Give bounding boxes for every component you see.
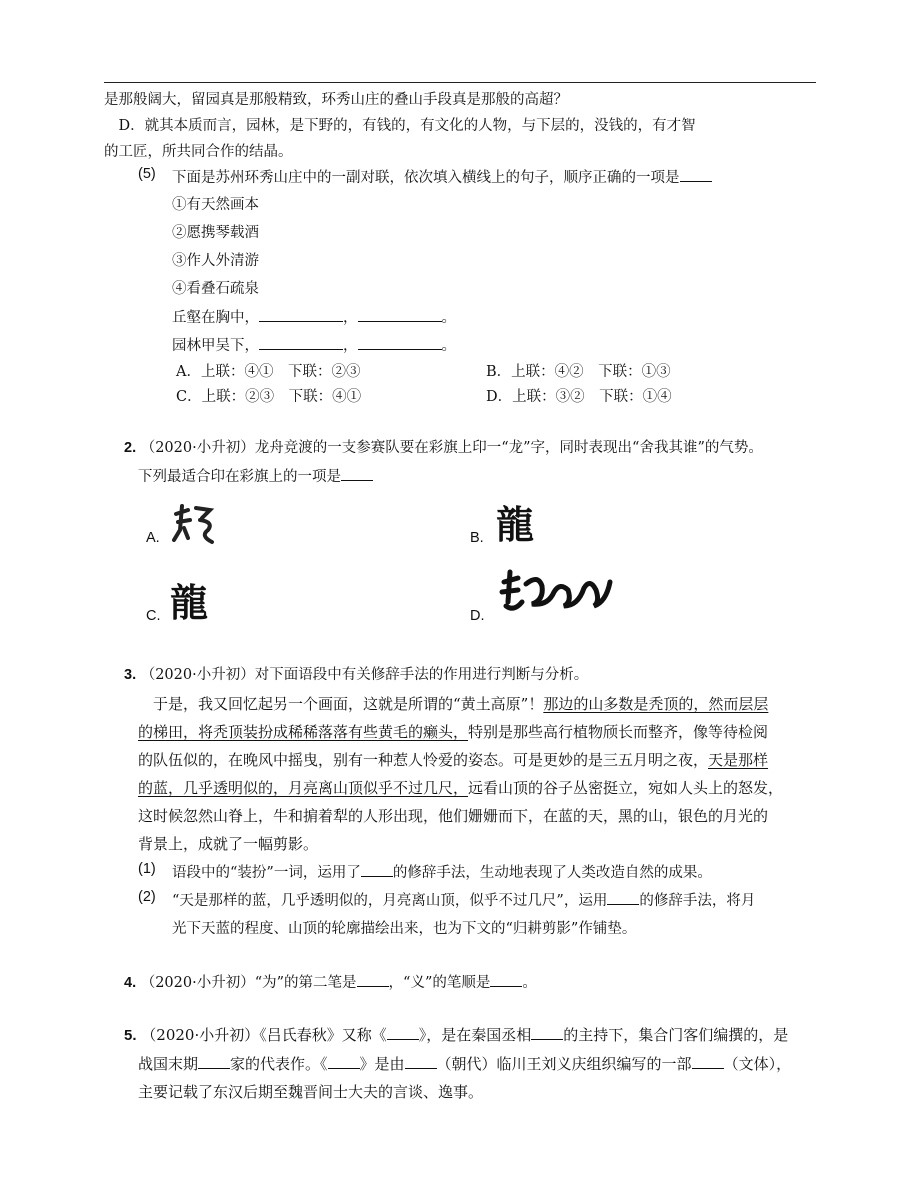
passage-line: 的队伍似的，在晚风中摇曳，别有一种惹人怜爱的姿态。可是更妙的是三五月明之夜，天是那样 [138, 751, 769, 769]
answer-blank[interactable] [692, 1054, 724, 1069]
answer-blank[interactable] [198, 1054, 230, 1069]
subquestion-number: (5) [138, 166, 156, 182]
passage-line: 的梯田，将秃顶装扮成稀稀落落有些黄毛的癞头，特别是那些高行植物颀长而整齐，像等待检阅 [138, 723, 769, 741]
option-b[interactable]: B．上联：④② 下联：①③ [486, 364, 671, 380]
passage-line: 的蓝，几乎透明似的，月亮离山顶似乎不过几尺，远看山顶的谷子丛密挺立，宛如人头上的怒发， [138, 779, 784, 797]
answer-blank[interactable] [341, 466, 373, 481]
answer-blank[interactable] [490, 972, 522, 987]
text-line: D．就其本质而言，园林，是下野的，有钱的，有文化的人物，与下层的，没钱的，有才智 [104, 118, 696, 134]
answer-blank[interactable] [387, 1025, 419, 1040]
subquestion-1: 语段中的“装扮”一词，运用了 的修辞手法，生动地表现了人类改造自然的成果。 [172, 861, 712, 882]
text-line: 是那般阔大，留园真是那般精致，环秀山庄的叠山手段真是那般的高超？ [104, 92, 568, 108]
subquestion-number: (1) [138, 861, 156, 877]
question-5-line-2: 战国末期 家的代表作。《 》是由 （朝代）临川王刘义庆组织编写的一部 （文体）， [138, 1055, 792, 1073]
calligraphy-d-image[interactable] [498, 566, 614, 620]
question-5-line-1: 5. （2020·小升初）《吕氏春秋》又称《 》，是在秦国丞相 的主持下，集合门客们编撰的，是 [124, 1026, 789, 1044]
question-4: 4. （2020·小升初）“为”的第二笔是 ，“义”的笔顺是 。 [124, 971, 537, 992]
passage-line: 这时候忽然山脊上，牛和掮着犁的人形出现，他们姗姗而下，在蓝的天，黑的山，银色的月光的 [138, 807, 769, 825]
calligraphy-b-image[interactable]: 龍 [496, 503, 535, 547]
answer-blank[interactable] [328, 1054, 360, 1069]
answer-blank[interactable] [259, 335, 343, 350]
list-item: ②愿携琴载酒 [172, 225, 259, 241]
question-5-line-3: 主要记载了东汉后期至魏晋间士大夫的言谈、逸事。 [138, 1083, 484, 1101]
subquestion-stem: 下面是苏州环秀山庄中的一副对联，依次填入横线上的句子，顺序正确的一项是 [172, 166, 712, 187]
subquestion-2-cont: 光下天蓝的程度、山顶的轮廓描绘出来，也为下文的“归耕剪影”作铺垫。 [172, 921, 637, 937]
option-d[interactable]: D．上联：③② 下联：①④ [486, 389, 672, 405]
couplet-line-2: 园林甲吴下， ， 。 [172, 334, 456, 355]
list-item: ④看叠石疏泉 [172, 281, 259, 297]
answer-blank[interactable] [405, 1054, 437, 1069]
answer-blank[interactable] [531, 1025, 563, 1040]
answer-blank[interactable] [358, 335, 442, 350]
answer-blank[interactable] [259, 307, 343, 322]
passage-line: 背景上，成就了一幅剪影。 [138, 835, 319, 853]
question-2-line-2: 下列最适合印在彩旗上的一项是 [138, 465, 373, 486]
passage-line: 于是，我又回忆起另一个画面，这就是所谓的“黄土高原”！那边的山多数是秃顶的，然而层层 [138, 695, 769, 713]
text-line: 的工匠，所共同合作的结晶。 [104, 144, 293, 160]
calligraphy-c-image[interactable]: 龍 [170, 580, 209, 625]
list-item: ①有天然画本 [172, 197, 259, 213]
list-item: ③作人外清游 [172, 253, 259, 269]
calligraphy-a-image[interactable] [170, 500, 220, 546]
subquestion-number: (2) [138, 889, 156, 905]
option-a-label[interactable]: A. [146, 530, 160, 546]
option-c-label[interactable]: C. [146, 608, 161, 624]
answer-blank[interactable] [607, 890, 639, 905]
couplet-line-1: 丘壑在胸中， ， 。 [172, 306, 456, 327]
option-b-label[interactable]: B. [470, 530, 484, 546]
question-2-line-1: 2. （2020·小升初）龙舟竞渡的一支参赛队要在彩旗上印一“龙”字，同时表现出“舍我其谁”的气势。 [124, 440, 763, 456]
option-a[interactable]: A．上联：④① 下联：②③ [176, 364, 361, 380]
answer-blank[interactable] [357, 972, 389, 987]
answer-blank[interactable] [361, 862, 393, 877]
option-d-label[interactable]: D. [470, 608, 485, 624]
option-c[interactable]: C．上联：②③ 下联：④① [176, 389, 362, 405]
answer-blank[interactable] [680, 167, 712, 182]
subquestion-2: “天是那样的蓝，几乎透明似的，月亮离山顶，似乎不过几尺”，运用 的修辞手法，将月 [172, 889, 755, 910]
header-rule [104, 82, 816, 83]
question-3-header: 3. （2020·小升初）对下面语段中有关修辞手法的作用进行判断与分析。 [124, 667, 589, 683]
answer-blank[interactable] [358, 307, 442, 322]
